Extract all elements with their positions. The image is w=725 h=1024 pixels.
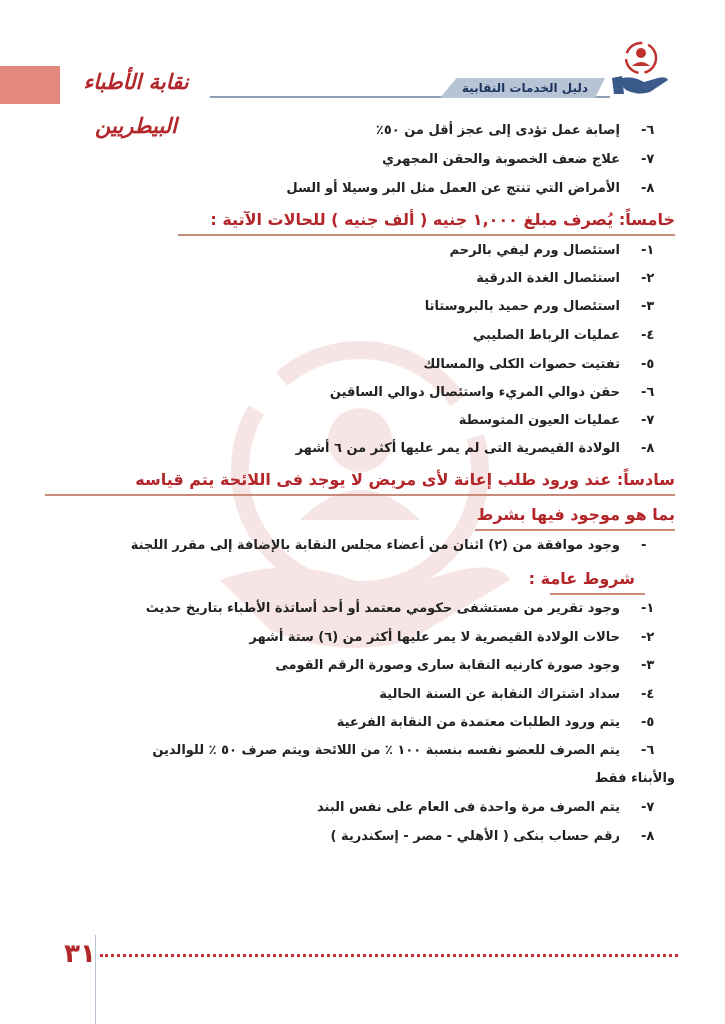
section-heading-sixth-continued: بما هو موجود فيها بشرط	[476, 505, 675, 524]
list-item-number: -٤	[641, 328, 655, 343]
list-item: الولادة القيصرية التى لم يمر عليها أكثر من ٦ أشهر	[295, 441, 620, 456]
list-item-number: -٨	[641, 441, 655, 456]
list-item-number: -٣	[641, 299, 655, 314]
list-item: الأمراض التي تنتج عن العمل مثل البر وسيلا أو السل	[286, 181, 620, 196]
list-item-number: -٥	[641, 715, 655, 730]
list-item: رقم حساب بنكى ( الأهلي - مصر - إسكندرية )	[330, 829, 620, 844]
guide-title: دليل الخدمات النقابية	[461, 81, 589, 95]
list-item-bullet: -	[641, 538, 647, 553]
footer-dotted-rule	[100, 954, 678, 957]
list-item: وجود صورة كارنيه النقابة سارى وصورة الرقم القومى	[275, 658, 620, 673]
list-item: يتم ورود الطلبات معتمدة من النقابة الفرعية	[336, 715, 620, 730]
list-item-number: -٣	[641, 658, 655, 673]
list-item: استئصال ورم حميد بالبروستاتا	[424, 299, 620, 314]
list-item: استئصال ورم ليفي بالرحم	[449, 243, 620, 258]
list-item: يتم الصرف مرة واحدة فى العام على نفس البند	[317, 800, 620, 815]
list-item-number: -٢	[641, 271, 655, 286]
list-item: وجود تقرير من مستشفى حكومي معتمد أو أحد أساتذة الأطباء بتاريخ حديث	[145, 601, 620, 616]
list-item-number: -٧	[641, 800, 655, 815]
section-heading-sixth: سادساً: عند ورود طلب إعانة لأى مريض لا يوجد فى اللائحة يتم قياسه	[135, 470, 675, 489]
list-item: حقن دوالي المريء واستئصال دوالي الساقين	[329, 385, 620, 400]
syndicate-logo-text: نقابة الأطباء البيطريين	[83, 69, 189, 138]
list-item: عمليات العيون المتوسطة	[458, 413, 620, 428]
section-underline	[550, 593, 645, 595]
list-item: إصابة عمل تؤدى إلى عجز أقل من ٥٠٪	[375, 123, 620, 138]
list-item: حالات الولادة القيصرية لا يمر عليها أكثر من (٦) ستة أشهر	[249, 630, 620, 645]
list-item-number: -٦	[641, 123, 655, 138]
list-item-number: -٦	[641, 743, 655, 758]
section-heading-general: شروط عامة :	[528, 569, 635, 588]
list-item-number: -٧	[641, 413, 655, 428]
section-underline	[475, 529, 675, 531]
section-heading-fifth: خامساً: يُصرف مبلغ ١,٠٠٠ جنيه ( ألف جنيه ) للحالات الآتية :	[210, 210, 675, 229]
list-item: سداد اشتراك النقابة عن السنة الحالية	[379, 687, 620, 702]
list-item: يتم الصرف للعضو نفسه بنسبة ١٠٠ ٪ من اللائحة ويتم صرف ٥٠ ٪ للوالدين	[152, 743, 620, 758]
list-item-continuation: والأبناء فقط	[594, 771, 675, 786]
section-underline	[45, 494, 675, 496]
list-item: استئصال الغدة الدرقية	[476, 271, 620, 286]
list-item-number: -٨	[641, 829, 655, 844]
list-item-number: -١	[641, 601, 655, 616]
helping-hand-icon	[610, 34, 672, 100]
list-item: وجود موافقة من (٢) اثنان من أعضاء مجلس النقابة بالإضافة إلى مقرر اللجنة	[130, 538, 620, 553]
section-underline	[178, 234, 675, 236]
list-item-number: -٦	[641, 385, 655, 400]
list-item-number: -٧	[641, 152, 655, 167]
page-number: ٣١	[64, 939, 96, 969]
list-item-number: -٨	[641, 181, 655, 196]
header-accent-tab	[0, 66, 60, 104]
list-item: تفتيت حصوات الكلى والمسالك	[423, 357, 620, 372]
list-item-number: -١	[641, 243, 655, 258]
list-item: علاج ضعف الخصوبة والحقن المجهري	[382, 152, 620, 167]
list-item-number: -٥	[641, 357, 655, 372]
list-item-number: -٢	[641, 630, 655, 645]
list-item-number: -٤	[641, 687, 655, 702]
list-item: عمليات الرباط الصليبي	[472, 328, 620, 343]
